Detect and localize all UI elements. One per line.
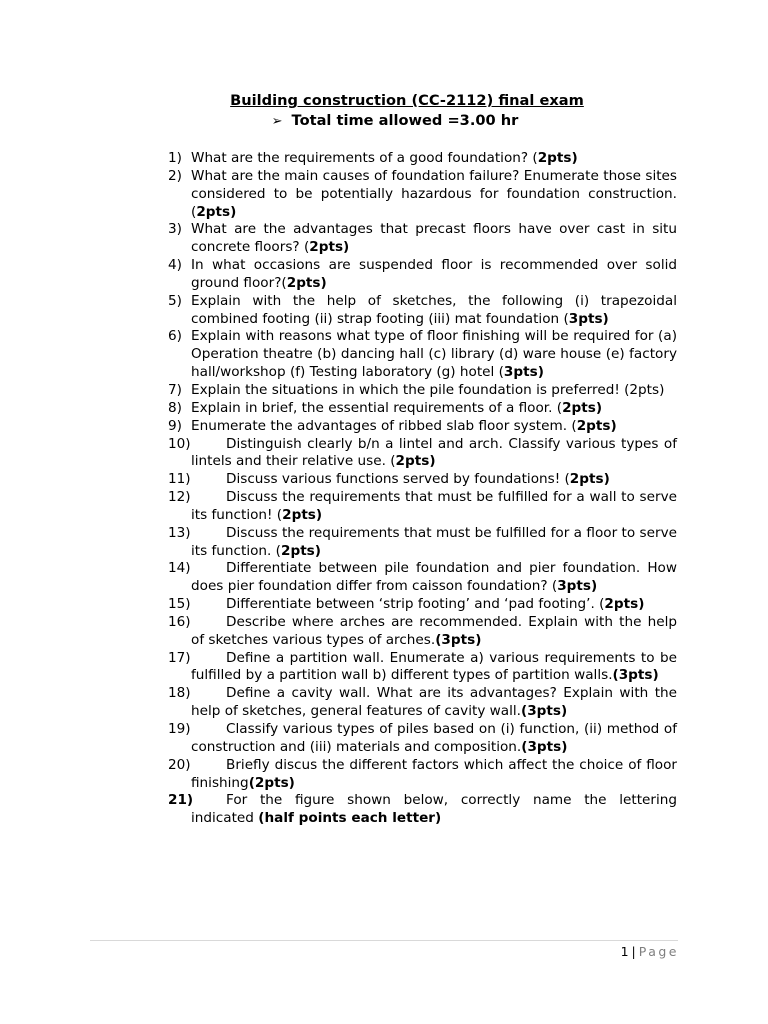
question-item	[168, 293, 677, 329]
question-number: 16)	[168, 613, 191, 630]
question-number: 14)	[168, 560, 191, 577]
question-text: What are the main causes of foundation failure? Enumerate those sites considered to be potentially hazardous for foundation construction. (	[191, 167, 677, 220]
question-points: 2pts)	[562, 399, 603, 416]
question-number: 5)	[168, 292, 182, 309]
question-text: Classify various types of piles based on (i) function, (ii) method of construction and (iii) materials and composition.	[191, 721, 677, 755]
question-points: 2pts)	[282, 506, 323, 523]
question-points: (2pts)	[248, 774, 295, 791]
question-points: 2pts)	[576, 417, 617, 434]
page-footer	[0, 944, 679, 960]
exam-title: Building construction (CC-2112) final exam	[230, 92, 584, 109]
question-text: What are the advantages that precast floors have over cast in situ concrete floors? (	[191, 221, 677, 256]
question-points: 2pts)	[281, 542, 321, 559]
question-item	[168, 757, 677, 793]
question-number: 13)	[168, 524, 191, 541]
footer-divider	[90, 940, 678, 941]
question-text: Discuss the requirements that must be fulfilled for a floor to serve its function. (	[191, 524, 677, 559]
question-number: 2)	[168, 167, 182, 184]
time-allowed-text: Total time allowed =3.00 hr	[291, 112, 519, 129]
time-allowed-line	[0, 112, 768, 131]
question-points: (3pts)	[612, 667, 659, 684]
question-number: 9)	[168, 417, 182, 434]
question-text: Briefly discus the different factors which affect the choice of floor finishing	[191, 756, 677, 791]
page-label: Page	[638, 944, 679, 959]
question-number: 6)	[168, 328, 182, 345]
question-number: 20)	[168, 756, 191, 773]
question-text: For the figure shown below, correctly name the lettering indicated	[191, 792, 677, 827]
question-number: 18)	[168, 685, 191, 702]
question-number: 15)	[168, 596, 191, 613]
question-points: (half points each letter)	[258, 810, 442, 827]
question-number: 1)	[168, 150, 182, 166]
question-item	[168, 382, 677, 400]
question-points: 2pts)	[395, 453, 436, 470]
question-item	[168, 221, 677, 257]
question-text: Explain with the help of sketches, the following (i) trapezoidal combined footing (ii) strap footing (iii) mat foundation (	[191, 292, 677, 327]
question-text: Explain the situations in which the pile foundation is preferred! (2pts)	[191, 381, 665, 398]
question-points: 2pts)	[604, 596, 645, 613]
question-text: Discuss the requirements that must be fulfilled for a wall to serve its function! (	[191, 489, 677, 523]
question-text: Define a cavity wall. What are its advantages? Explain with the help of sketches, general features of cavity wall.	[191, 685, 677, 720]
question-points: 3pts)	[557, 578, 598, 595]
question-text: Describe where arches are recommended. Explain with the help of sketches various types of arches.	[191, 613, 677, 648]
question-item	[168, 525, 677, 561]
question-item	[168, 650, 677, 686]
question-text: Differentiate between ‘strip footing’ and ‘pad footing’. (	[226, 596, 605, 613]
question-number: 21)	[168, 792, 194, 809]
question-text: Discuss various functions served by foundations! (	[226, 471, 570, 488]
question-item	[168, 328, 677, 382]
question-item	[168, 792, 677, 828]
question-text: What are the requirements of a good foundation? (	[191, 150, 538, 166]
question-text: Differentiate between pile foundation and pier foundation. How does pier foundation differ from caisson foundation? (	[191, 560, 677, 595]
question-item	[168, 150, 677, 168]
question-item	[168, 560, 677, 596]
page-separator: |	[631, 944, 636, 959]
question-points: 3pts)	[568, 310, 609, 327]
question-points: (3pts)	[521, 703, 568, 720]
question-item	[168, 257, 677, 293]
question-item	[168, 685, 677, 721]
question-item	[168, 721, 677, 757]
question-points: 2pts)	[537, 150, 578, 166]
question-item	[168, 614, 677, 650]
question-text: Explain with reasons what type of floor finishing will be required for (a) Operation theatre (b) dancing hall (c) library (d) ware house (e) factory hall/workshop (f) Testing laboratory (g) hotel (	[191, 328, 677, 381]
question-points: 2pts)	[569, 471, 610, 488]
question-item	[168, 168, 677, 222]
question-item	[168, 418, 677, 436]
question-number: 10)	[168, 435, 191, 452]
question-number: 3)	[168, 221, 182, 238]
question-item	[168, 596, 677, 614]
question-text: Explain in brief, the essential requirements of a floor. (	[191, 399, 563, 416]
arrow-bullet-icon: ➢	[271, 114, 283, 129]
question-points: 2pts)	[196, 203, 237, 220]
question-text: Enumerate the advantages of ribbed slab floor system. (	[191, 417, 577, 434]
question-text: Distinguish clearly b/n a lintel and arch. Classify various types of lintels and their relative use. (	[191, 435, 677, 470]
question-text: Define a partition wall. Enumerate a) various requirements to be fulfilled by a partition wall b) different types of partition walls.	[191, 649, 677, 684]
question-item	[168, 400, 677, 418]
question-points: 2pts)	[309, 239, 350, 256]
question-text: In what occasions are suspended floor is recommended over solid ground floor?(	[191, 257, 677, 291]
page-number: 1	[620, 944, 629, 959]
question-number: 19)	[168, 721, 191, 737]
question-item	[168, 471, 677, 489]
question-points: (3pts)	[521, 738, 568, 755]
question-number: 7)	[168, 381, 182, 398]
question-number: 11)	[168, 471, 191, 488]
question-number: 8)	[168, 399, 182, 416]
question-list	[168, 150, 677, 828]
question-item	[168, 489, 677, 525]
question-points: 2pts)	[286, 274, 327, 291]
question-number: 4)	[168, 257, 182, 274]
question-points: 3pts)	[503, 364, 544, 381]
question-number: 17)	[168, 649, 191, 666]
question-points: (3pts)	[435, 631, 482, 648]
question-number: 12)	[168, 489, 191, 506]
question-item	[168, 436, 677, 472]
